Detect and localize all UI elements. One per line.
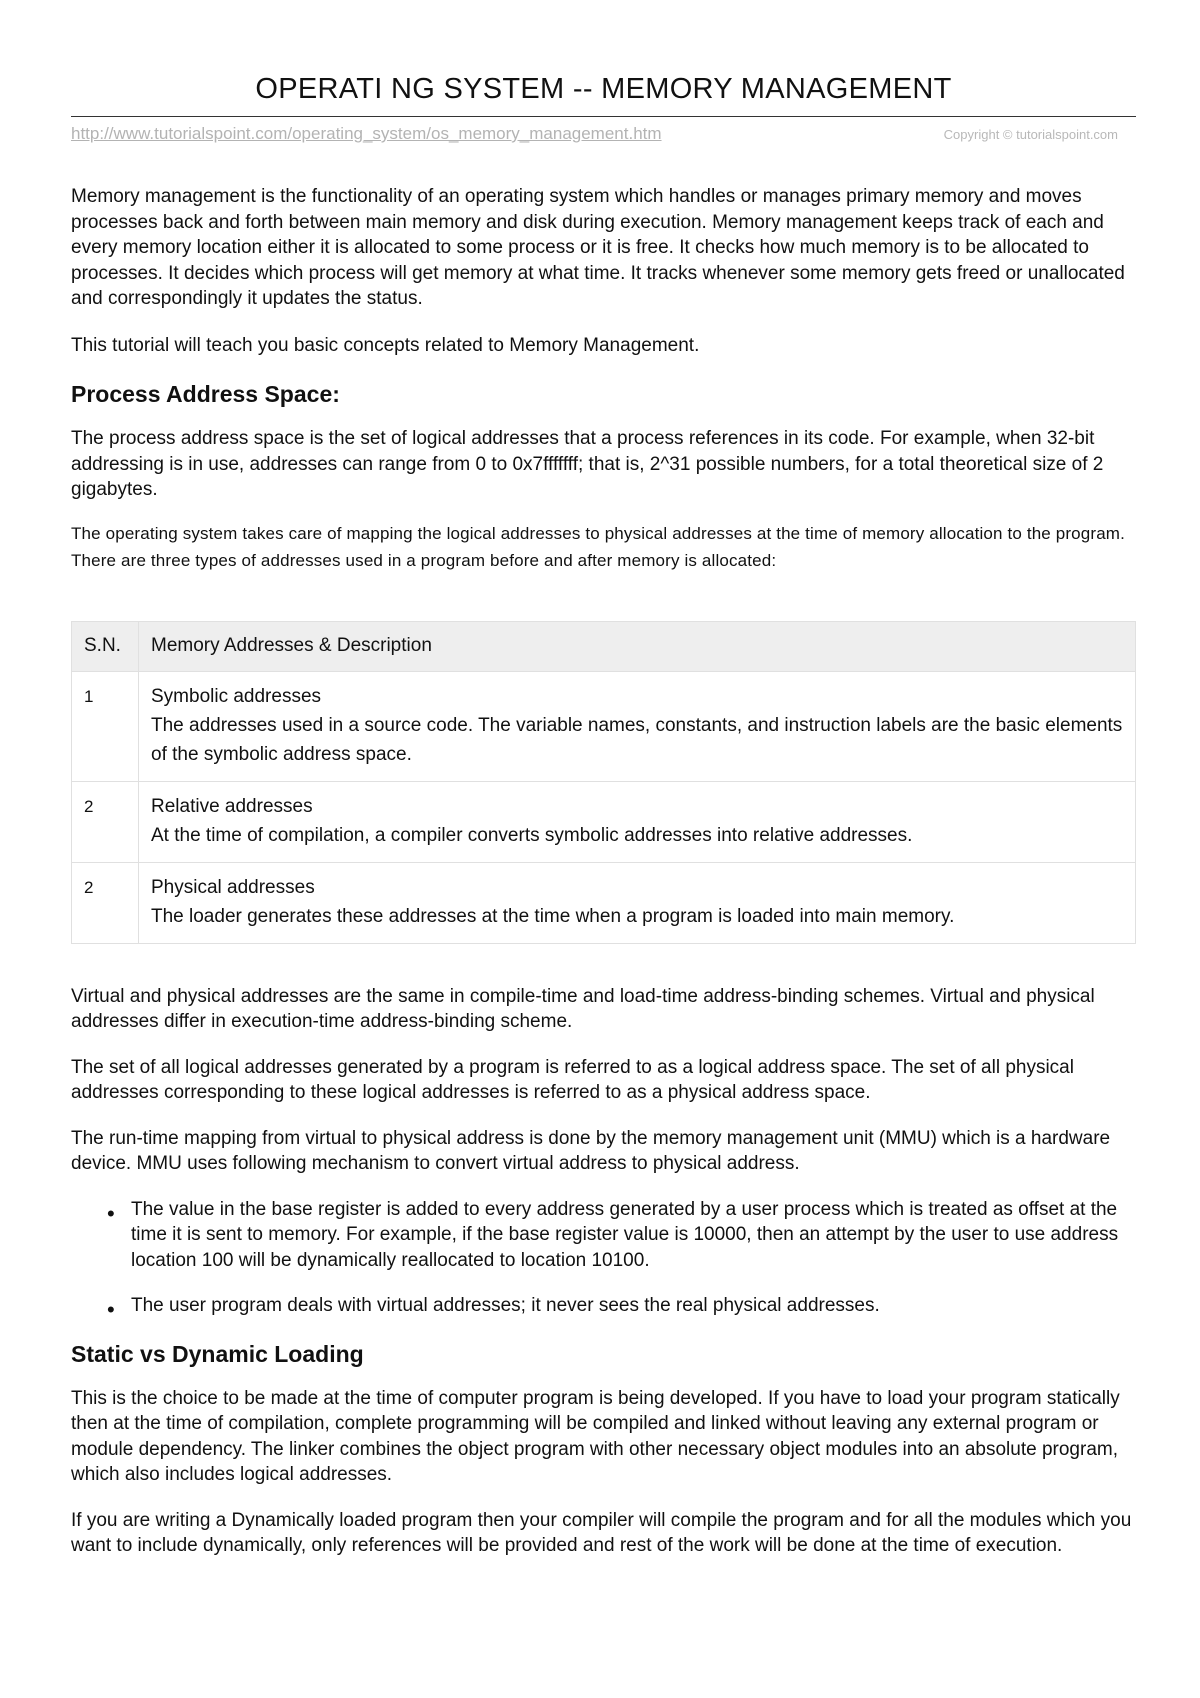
address-type-name: Symbolic addresses <box>151 685 322 707</box>
address-type-description: At the time of compilation, a compiler converts symbolic addresses into relative addresses. <box>151 824 913 846</box>
table-row <box>72 781 1136 862</box>
list-item-text: The user program deals with virtual addresses; it never sees the real physical addresses. <box>131 1295 880 1316</box>
section-heading: Process Address Space: <box>71 381 340 407</box>
body-paragraph: The set of all logical addresses generated by a program is referred to as a logical address space. The set of all physical addresses corresponding to these logical addresses is referred to as a physical address space. <box>71 1056 1074 1103</box>
copyright-notice: Copyright © tutorialspoint.com <box>943 127 1118 142</box>
address-types-table <box>71 621 1136 944</box>
source-url-link[interactable]: http://www.tutorialspoint.com/operating_system/os_memory_management.htm <box>71 124 662 143</box>
page-title: OPERATI NG SYSTEM -- MEMORY MANAGEMENT <box>255 73 952 105</box>
list-item <box>107 1197 1136 1274</box>
section-paragraph: The operating system takes care of mapping the logical addresses to physical addresses at the time of memory allocation to the program. There are three types of addresses used in a program before and after memory is allocated: <box>71 523 1125 570</box>
article-body <box>71 184 1136 1559</box>
list-item <box>107 1293 1136 1322</box>
row-number: 2 <box>72 862 139 943</box>
bullet-icon: • <box>107 1297 115 1322</box>
row-number: 2 <box>72 781 139 862</box>
section-paragraph: This is the choice to be made at the time of computer program is being developed. If you have to load your program statically then at the time of compilation, complete programming will be compiled and linked without leaving any external program or module dependency. The linker combines the object program with other necessary object modules into an absolute program, which also includes logical addresses. <box>71 1387 1120 1485</box>
column-header-sn: S.N. <box>72 621 139 671</box>
row-content <box>139 781 1136 862</box>
list-item-text: The value in the base register is added to every address generated by a user process which is treated as offset at the time it is sent to memory. For example, if the base register value is 10000, then an attempt by the user to use address location 100 will be dynamically reallocated to location 10100. <box>131 1198 1119 1271</box>
intro-paragraph: Memory management is the functionality of an operating system which handles or manages primary memory and moves processes back and forth between main memory and disk during execution. Memory management keeps track of each and every memory location either it is allocated to some process or it is free. It checks how much memory is to be allocated to processes. It decides which process will get memory at what time. It tracks whenever some memory gets freed or unallocated and correspondingly it updates the status. <box>71 186 1125 309</box>
body-paragraph: The run-time mapping from virtual to physical address is done by the memory management unit (MMU) which is a hardware device. MMU uses following mechanism to convert virtual address to physical address. <box>71 1127 1111 1174</box>
bullet-icon: • <box>107 1200 115 1226</box>
table-header-row <box>72 621 1136 671</box>
body-paragraph: Virtual and physical addresses are the same in compile-time and load-time address-binding schemes. Virtual and physical addresses differ in execution-time address-binding scheme. <box>71 985 1095 1032</box>
row-number: 1 <box>72 671 139 781</box>
address-type-description: The addresses used in a source code. The variable names, constants, and instruction labels are the basic elements of the symbolic address space. <box>151 714 1123 765</box>
section-paragraph: The process address space is the set of logical addresses that a process references in its code. For example, when 32-bit addressing is in use, addresses can range from 0 to 0x7fffffff; that is, 2^31 possible numbers, for a total theoretical size of 2 gigabytes. <box>71 428 1104 500</box>
section-heading: Static vs Dynamic Loading <box>71 1340 364 1367</box>
intro-paragraph: This tutorial will teach you basic concepts related to Memory Management. <box>71 334 700 356</box>
section-paragraph: If you are writing a Dynamically loaded program then your compiler will compile the program and for all the modules which you want to include dynamically, only references will be provided and rest of the work will be done at the time of execution. <box>71 1509 1132 1556</box>
address-type-name: Physical addresses <box>151 876 315 898</box>
column-header-description: Memory Addresses & Description <box>139 621 1136 671</box>
title-divider <box>71 116 1136 117</box>
mmu-mechanism-list <box>71 1197 1136 1322</box>
address-type-name: Relative addresses <box>151 795 313 817</box>
row-content <box>139 671 1136 781</box>
address-type-description: The loader generates these addresses at the time when a program is loaded into main memory. <box>151 905 955 927</box>
row-content <box>139 862 1136 943</box>
meta-row <box>71 124 1136 144</box>
table-row <box>72 671 1136 781</box>
table-row <box>72 862 1136 943</box>
